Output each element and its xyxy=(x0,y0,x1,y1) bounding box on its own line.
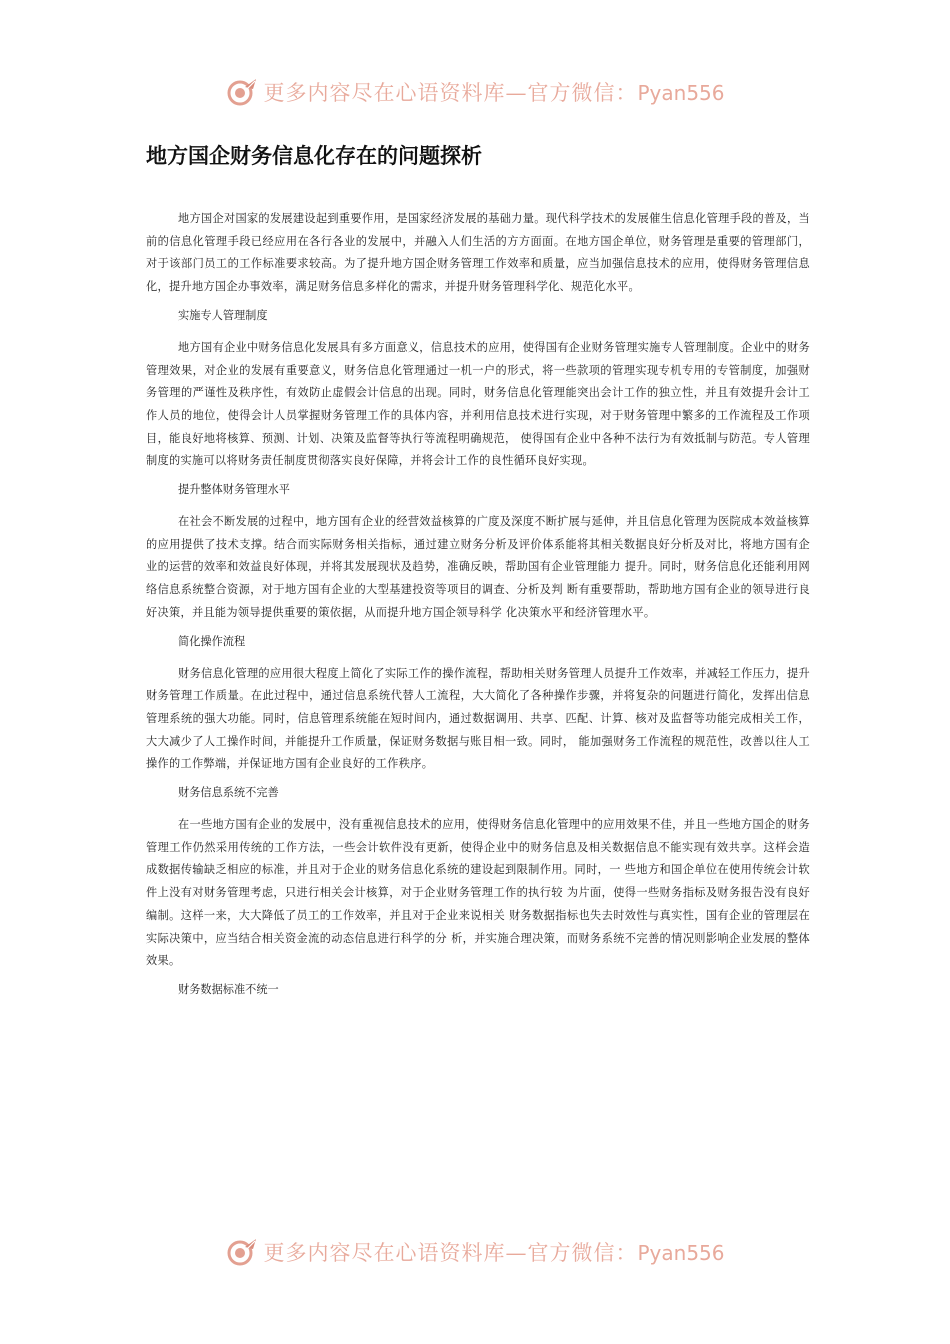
watermark-footer xyxy=(0,1232,950,1272)
paragraph-intro: 地方国企对国家的发展建设起到重要作用，是国家经济发展的基础力量。现代科学技术的发展催生信息化管理手段的普及，当前的信息化管理手段已经应用在各行各业的发展中，并融入人们生活的方方面面。在地方国企单位，财务管理是重要的管理部门，对于该部门员工的工作标准要求较高。为了提升地方国企财务管理工作效率和质量，应当加强信息技术的应用，使得财务管理信息化，提升地方国企办事效率，满足财务信息多样化的需求，并提升财务管理科学化、规范化水平。 xyxy=(146,212,810,294)
watermark-header xyxy=(0,72,950,112)
brand-logo-icon xyxy=(225,1235,259,1269)
watermark-text: 更多内容尽在心语资料库—官方微信：Pyan556 xyxy=(263,81,725,105)
section-heading-5: 财务数据标准不统一 xyxy=(178,982,279,996)
paragraph-3: 财务信息化管理的应用很大程度上简化了实际工作的操作流程，帮助相关财务管理人员提升工作效率，并减轻工作压力，提升财务管理工作质量。在此过程中，通过信息系统代替人工流程，大大简化了各种操作步骤，并将复杂的问题进行简化，发挥出信息管理系统的强大功能。同时，信息管理系统能在短时间内，通过数据调用、共享、匹配、计算、核对及监督等功能完成相关工作，大大减少了人工操作时间，并能提升工作质量，保证财务数据与账目相一致。同时， 能加强财务工作流程的规范性，改善以往人工操作的工作弊端，并保证地方国有企业良好的工作秩序。 xyxy=(146,666,810,771)
paragraph-2: 在社会不断发展的过程中，地方国有企业的经营效益核算的广度及深度不断扩展与延伸，并且信息化管理为医院成本效益核算的应用提供了技术支撑。结合而实际财务相关指标，通过建立财务分析及评价体系能将其相关数据良好分析及对比，将地方国有企业的运营的效率和效益良好体现，并将其发展现状及趋势，准确反映，帮助国有企业管理能力 提升。同时，财务信息化还能利用网络信息系统整合资源，对于地方国有企业的大型基建投资等项目的调查、分析及判 断有重要帮助，帮助地方国有企业的领导进行良好决策，并且能为领导提供重要的策依据，从而提升地方国企领导科学 化决策水平和经济管理水平。 xyxy=(146,515,810,619)
section-heading-3: 简化操作流程 xyxy=(178,634,246,648)
watermark-text: 更多内容尽在心语资料库—官方微信：Pyan556 xyxy=(263,1241,725,1265)
section-heading-1: 实施专人管理制度 xyxy=(178,308,268,322)
paragraph-1: 地方国有企业中财务信息化发展具有多方面意义，信息技术的应用，使得国有企业财务管理实施专人管理制度。企业中的财务管理效果，对企业的发展有重要意义，财务信息化管理通过一机一户的形式，将一些款项的管理实现专机专用的专管制度，加强财务管理的严谨性及秩序性，有效防止虚假会计信息的出现。同时，财务信息化管理能突出会计工作的独立性，并且有效提升会计工作人员的地位，使得会计人员掌握财务管理工作的具体内容，并利用信息技术进行实现，对于财务管理中繁多的工作流程及工作项目，能良好地将核算、预测、计划、决策及监督等执行等流程明确规范， 使得国有企业中各种不法行为有效抵制与防范。专人管理制度的实施可以将财务责任制度贯彻落实良好保障，并将会计工作的良性循环良好实现。 xyxy=(146,340,810,468)
brand-logo-icon xyxy=(225,75,259,109)
document-body xyxy=(146,208,810,1011)
document-title: 地方国企财务信息化存在的问题探析 xyxy=(146,144,482,168)
section-heading-2: 提升整体财务管理水平 xyxy=(178,483,290,497)
paragraph-4: 在一些地方国有企业的发展中，没有重视信息技术的应用，使得财务信息化管理中的应用效果不佳，并且一些地方国企的财务管理工作仍然采用传统的工作方法，一些会计软件没有更新，使得企业中的财务信息及相关数据信息不能实现有效共享。这样会造成数据传输缺乏相应的标准，并且对于企业的财务信息化系统的建设起到限制作用。同时，一 些地方和国企单位在使用传统会计软件上没有对财务管理考虑，只进行相关会计核算，对于企业财务管理工作的执行较 为片面，使得一些财务指标及财务报告没有良好编制。这样一来，大大降低了员工的工作效率，并且对于企业来说相关 财务数据指标也失去时效性与真实性，国有企业的管理层在实际决策中，应当结合相关资金流的动态信息进行科学的分 析，并实施合理决策，而财务系统不完善的情况则影响企业发展的整体效果。 xyxy=(146,818,810,968)
section-heading-4: 财务信息系统不完善 xyxy=(178,786,279,800)
